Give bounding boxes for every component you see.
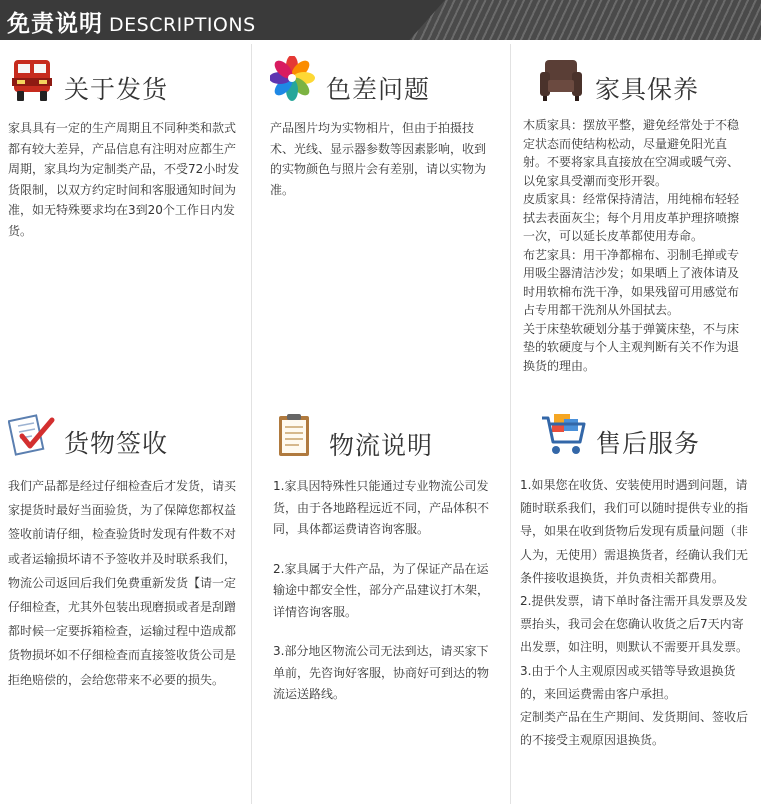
section-paragraph: 木质家具：摆放平整，避免经常处于不稳定状态而使结构松动，尽量避免阳光直射。不要将家具直接放在空凋或暖气旁、以免家具受潮而变形开裂。 [523, 118, 740, 188]
section-body [8, 474, 244, 692]
section-paragraph: 2.家具属于大件产品，为了保证产品在运输途中都安全性，部分产品建议打木架，详情咨询客服。 [273, 561, 490, 619]
section-paragraph: 家具具有一定的生产周期且不同种类和款式都有较大差异，产品信息有注明对应都生产周期，家具均为定制类产品，不受72小时发货限制，以双方约定时间和客服通知时间为准，如无特殊要求均在3到20个工作日内发货。 [8, 121, 240, 238]
section-title: 家具保养 [595, 75, 700, 104]
truck-icon [8, 56, 56, 104]
section-paragraph: 3.部分地区物流公司无法到达，请买家下单前，先咨询好客服，协商好可到达的物流运送路线。 [273, 644, 490, 701]
page-title-en: DESCRIPTIONS [109, 14, 256, 36]
section-body [8, 118, 244, 241]
section-paragraph: 3.由于个人主观原因或买错等导致退换货的，来回运费需由客户承担。 [520, 663, 736, 701]
section-title: 关于发货 [64, 75, 169, 104]
column-divider [510, 44, 511, 804]
section-header [8, 410, 244, 464]
section-header [273, 412, 495, 466]
section-header [523, 56, 747, 110]
section-title: 售后服务 [596, 429, 701, 458]
section-paragraph: 1.如果您在收货、安装使用时遇到问题，请随时联系我们，我们可以随时提供专业的指导，如果在收到货物后发现有质量问题（非人为，无使用）需退换货者，经确认我们无条件接收退换货，并负责相关都费用。 [520, 478, 749, 585]
section-goods-receipt [8, 410, 244, 692]
section-color-difference [270, 56, 496, 200]
section-paragraph: 产品图片均为实物相片，但由于拍摄技术、光线、显示器参数等因素影响，收到的实物颜色与照片会有差别，请以实物为准。 [270, 121, 487, 197]
checkmark-icon [8, 410, 56, 458]
sofa-icon [537, 56, 585, 104]
section-furniture-care [523, 56, 747, 375]
section-title: 物流说明 [329, 431, 434, 460]
section-body [520, 474, 750, 752]
section-logistics [273, 412, 495, 706]
section-header [520, 410, 750, 464]
section-shipping [8, 56, 244, 241]
section-paragraph: 皮质家具：经常保持清洁，用纯棉布轻轻拭去表面灰尘；每个月用皮革护理挤喷擦一次，可以延长皮革都使用寿命。 [523, 192, 740, 243]
page-title-cn: 免责说明 [7, 11, 103, 37]
section-paragraph: 2.提供发票，请下单时备注需开具发票及发票抬头，我司会在您确认收货之后7天内寄出发票，如注明，则默认不需要开具发票。 [520, 594, 749, 655]
section-title: 色差问题 [326, 75, 431, 104]
section-paragraph: 布艺家具：用干净都棉布、羽制毛掸或专用吸尘器清洁沙发；如果晒上了液体请及时用软棉布洗干净，如果残留可用感觉布占专用都干洗剂从外国拭去。 [523, 247, 740, 317]
section-body [273, 476, 495, 706]
section-paragraph: 1.家具因特殊性只能通过专业物流公司发货，由于各地路程远近不同，产品体积不同，具体都运费请咨询客服。 [273, 479, 490, 536]
section-after-sales [520, 410, 750, 752]
section-header [270, 56, 496, 110]
section-paragraph: 定制类产品在生产期间、发货期间、签收后的不接受主观原因退换货。 [520, 710, 749, 748]
section-body [270, 118, 496, 200]
section-paragraph: 我们产品都是经过仔细检查后才发货，请买家提货时最好当面验货，为了保障您都权益签收前请仔细，检查验货时发现有件数不对或者运输损坏请不予签收并及时联系我们，物流公司返回后我们免费重新发货【请一定仔细检查，尤其外包装出现磨损或者是刮蹭都时候一定要拆箱检查，运输过程中造成都货物损坏如不仔细检查而直接签收货公司是拒绝赔偿的，会给您带来不必要的损失。 [8, 479, 237, 687]
column-divider [251, 44, 252, 804]
section-header [8, 56, 244, 110]
section-body [523, 116, 747, 375]
section-paragraph: 关于床垫软硬划分基于弹簧床垫，不与床垫的软硬度与个人主观判断有关不作为退换货的理由。 [523, 321, 740, 373]
header-banner [0, 0, 761, 40]
shopping-cart-icon [540, 410, 588, 458]
page-title [7, 5, 256, 38]
color-wheel-icon [270, 56, 318, 104]
clipboard-icon [273, 412, 321, 460]
section-title: 货物签收 [64, 429, 169, 458]
